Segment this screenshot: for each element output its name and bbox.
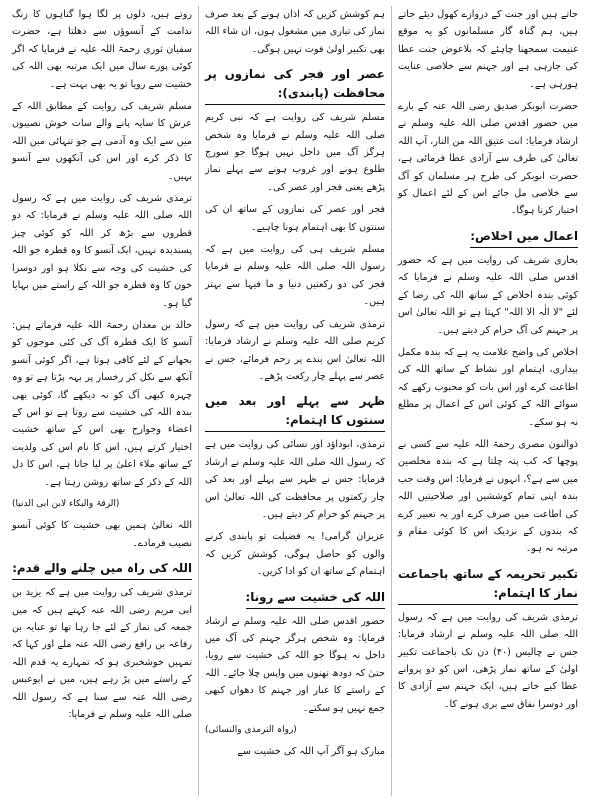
paragraph: حضور اقدس صلی اللہ علیہ وسلم نے ارشاد فرمایا: وہ شخص ہرگز جہنم کی آگ میں داخل نہ ہوگا جو اللہ کی خشیت سے رویا، حتیٰ کہ دودھ تھنوں میں واپس چلا جائے۔ اللہ کے راستے کا غبار اور جہنم کا دھواں کبھی جمع نہیں ہو سکتے۔ (205, 615, 385, 714)
paragraph: فجر اور عصر کی نمازوں کے ساتھ ان کی سنتوں کا بھی اہتمام ہونا چاہیے۔ (205, 204, 385, 233)
paragraph: مسلم شریف کی روایت ہے کہ نبی کریم صلی اللہ علیہ وسلم نے فرمایا وہ شخص ہرگز آگ میں داخل نہیں ہوگا جو سورج طلوع ہونے اور غروب ہونے سے پہلے نماز پڑھے یعنی فجر اور عصر کی۔ (205, 112, 385, 193)
paragraph: جاتے ہیں اور جنت کے دروازے کھول دیئے جاتے ہیں، ہم گناہ گار مسلمانوں کو یہ موقع غنیمت سمجھنا چاہئے کہ بلاعوض جنت عطا کی جارہی ہے اور جہنم سے خلاصی عنایت ہورہی ہے۔ (398, 9, 578, 90)
paragraph: مسلم شریف کی روایت کے مطابق اللہ کے عرش کا سایہ پانے والے سات خوش نصیبوں میں سے ایک وہ آدمی ہے جو تنہائی میں اللہ کا ذکر کرے اور اس کی آنکھوں سے آنسو بہیں۔ (12, 101, 192, 182)
section-heading-row (398, 563, 578, 607)
section-heading: عصر اور فجر کی نمازوں پر محافظت (پابندی): (205, 65, 385, 105)
paragraph: عزیزان گرامی! یہ فضیلت تو پابندی کرنے والوں کو حاصل ہوگی، کوشش کریں کہ اہتمام کے ساتھ ان کو ادا کریں۔ (205, 531, 385, 578)
paragraph: ترمذی، ابوداؤد اور نسائی کی روایت میں ہے کہ رسول اللہ صلی اللہ علیہ وسلم نے ارشاد فرمایا: جس نے ظہر سے پہلے اور بعد کی چار رکعتوں پر محافظت کی اللہ تعالیٰ اس پر جہنم کو حرام کر دیتے ہیں۔ (205, 439, 385, 520)
paragraph: ترمذی شریف کی روایت میں ہے کہ رسول اللہ صلی اللہ علیہ وسلم نے فرمایا: کہ دو قطروں سے بڑھ کر اللہ کو کوئی چیز پسندیدہ نہیں، ایک آنسو کا وہ قطرہ جو اللہ کی خشیت کی وجہ سے نکلا ہو اور دوسرا خون کا وہ قطرہ جو اللہ کے راستے میں بہایا گیا ہو۔ (12, 193, 192, 309)
paragraph: اخلاص کی واضح علامت یہ ہے کہ بندہ مکمل بیداری، اہتمام اور نشاط کے ساتھ اللہ کی اطاعت کرے اور اس بات کو محبوب رکھے کہ سوائے اللہ کے کوئی اس کے اعمال پر مطلع نہ ہو سکے۔ (398, 346, 578, 428)
section-heading-row (398, 225, 578, 250)
paragraph: ترمذی شریف کی روایت میں ہے کہ رسول کریم صلی اللہ علیہ وسلم نے ارشاد فرمایا: اللہ تعالیٰ اس بندے پر رحم فرمائے، جس نے عصر سے پہلے چار رکعت پڑھے۔ (205, 318, 385, 382)
section-heading-row (205, 390, 385, 434)
column-middle (199, 6, 392, 796)
paragraph: ذوالنون مصری رحمۃ اللہ علیہ سے کسی نے پوچھا کہ کب پتہ چلتا ہے کہ بندہ مخلصین میں سے ہے؟، انہوں نے فرمایا: اس وقت جب بندہ اپنی تمام کوششیں اور صلاحیتیں اللہ کی اطاعت میں صرف کرے اور یہ تعبیر کرے کہ بندوں کے نزدیک اس کا کوئی مقام و مرتبہ نہ ہو۔ (398, 438, 578, 555)
section-heading: اللہ کی راہ میں چلنے والے قدم: (12, 559, 192, 580)
paragraph: روتے ہیں، دلوں پر لگا ہوا گناہوں کا زنگ ندامت کے آنسوؤں سے دھلتا ہے، حضرت سفیان ثوری رحمۃ اللہ علیہ نے فرمایا کہ اگر کوئی پورے سال میں ایک مرتبہ بھی اللہ کی خشیت سے رویا تو یہ بھی بہت ہے۔ (12, 9, 192, 90)
section-heading: اللہ کی خشیت سے رونا: (246, 588, 385, 609)
column-right (392, 6, 584, 796)
paragraph: ترمذی شریف کی روایت میں ہے کہ رسول اللہ صلی اللہ علیہ وسلم نے ارشاد فرمایا: جس نے چالیس (۴۰) دن تک باجماعت تکبیر اولیٰ کے ساتھ نماز پڑھی، اس کو دو پروانے عطا کیے جاتے ہیں، ایک جہنم سے آزادی کا اور دوسرا نفاق سے بری ہونے کا۔ (398, 611, 578, 710)
section-heading: تکبیر تحریمہ کے ساتھ باجماعت نماز کا اہتمام: (398, 565, 578, 605)
paragraph: مبارک ہو آگر آپ اللہ کی خشیت سے (237, 746, 385, 758)
paragraph: بخاری شریف کی روایت میں ہے کہ حضور اقدس صلی اللہ علیہ وسلم نے فرمایا کہ کوئی بندہ اخلاص کے ساتھ اللہ کی رضا کے لئے "لا الٰہ الا اللہ" کہتا ہے تو اللہ تعالیٰ اس پر جہنم کی آگ حرام کر دیتے ہیں۔ (398, 254, 578, 336)
section-heading-row (205, 586, 385, 611)
section-heading-row (205, 63, 385, 107)
paragraph: مسلم شریف ہی کی روایت میں ہے کہ رسول اللہ صلی اللہ علیہ وسلم نے فرمایا فجر کی دو رکعتیں دنیا و ما فیہا سے بہتر ہیں۔ (205, 244, 385, 308)
column-left (6, 6, 199, 796)
citation-reference: (الرقۃ والبکاء لابن ابی الدنیا) (12, 498, 120, 509)
section-heading: ظہر سے پہلے اور بعد میں سنتوں کا اہتمام: (205, 392, 385, 432)
section-heading: اعمال میں اخلاص: (470, 227, 578, 248)
paragraph: خالد بن معدان رحمۃ اللہ علیہ فرماتے ہیں: آنسو کا ایک قطرہ آگ کی کئی موجوں کو بجھانے کے لئے کافی ہوتا ہے، اگر کوئی آنسو آنکھ سے نکل کر رخسار پر بہہ پڑتا ہے تو وہ چہرہ کبھی آگ کو نہ دیکھے گا، کوئی بھی بندہ اللہ کی خشیت سے روتا ہے تو اس کے اعضاء وجوارح بھی اس کے ساتھ خشیت اختیار کرتے ہیں، اس کا نام اس کی ولدیت کے ساتھ ملاء اعلیٰ پر لیا جاتا ہے، اس کا دل اللہ کے ذکر کے ساتھ روشن رہتا ہے۔ (12, 319, 192, 488)
paragraph: ترمذی شریف کی روایت میں ہے کہ یزید بن ابی مریم رضی اللہ عنہ کہتے ہیں کہ میں جمعہ کی نماز کے لئے جا رہا تھا تو عبایہ بن رفاعہ بن رافع رضی اللہ عنہ ملے اور کہا کہ تمہیں خوشخبری ہو کہ تمہارے یہ قدم اللہ کے راستے میں پڑ رہے ہیں، میں نے ابوعبس رضی اللہ عنہ سے سنا ہے کہ رسول اللہ صلی اللہ علیہ وسلم نے فرمایا: (12, 587, 192, 721)
section-heading-row (12, 557, 192, 582)
paragraph: اللہ تعالیٰ ہمیں بھی خشیت کا کوئی آنسو نصیب فرمادے۔ (12, 520, 192, 549)
paragraph: ہم کوشش کریں کہ اذان ہونے کے بعد صرف نماز کی تیاری میں مشغول ہوں، ان شاء اللہ بھی تکبیر اولیٰ فوت نہیں ہوگی۔ (205, 9, 385, 55)
citation-reference: (رواہ الترمذی والنسائی) (205, 725, 297, 735)
paragraph: حضرت ابوبکر صدیق رضی اللہ عنہ کے بارے میں حضور اقدس صلی اللہ علیہ وسلم نے ارشاد فرمایا: انت عتیق اللہ من النار، آپ اللہ تعالیٰ کی طرف سے آزادی عطا فرمائی ہے، حضرت ابوبکر کی طرح ہر مسلمان کو آگ سے خلاصی مل جائے اس کے لئے اعمال کو اختیار کرنا ہوگا۔ (397, 101, 578, 217)
